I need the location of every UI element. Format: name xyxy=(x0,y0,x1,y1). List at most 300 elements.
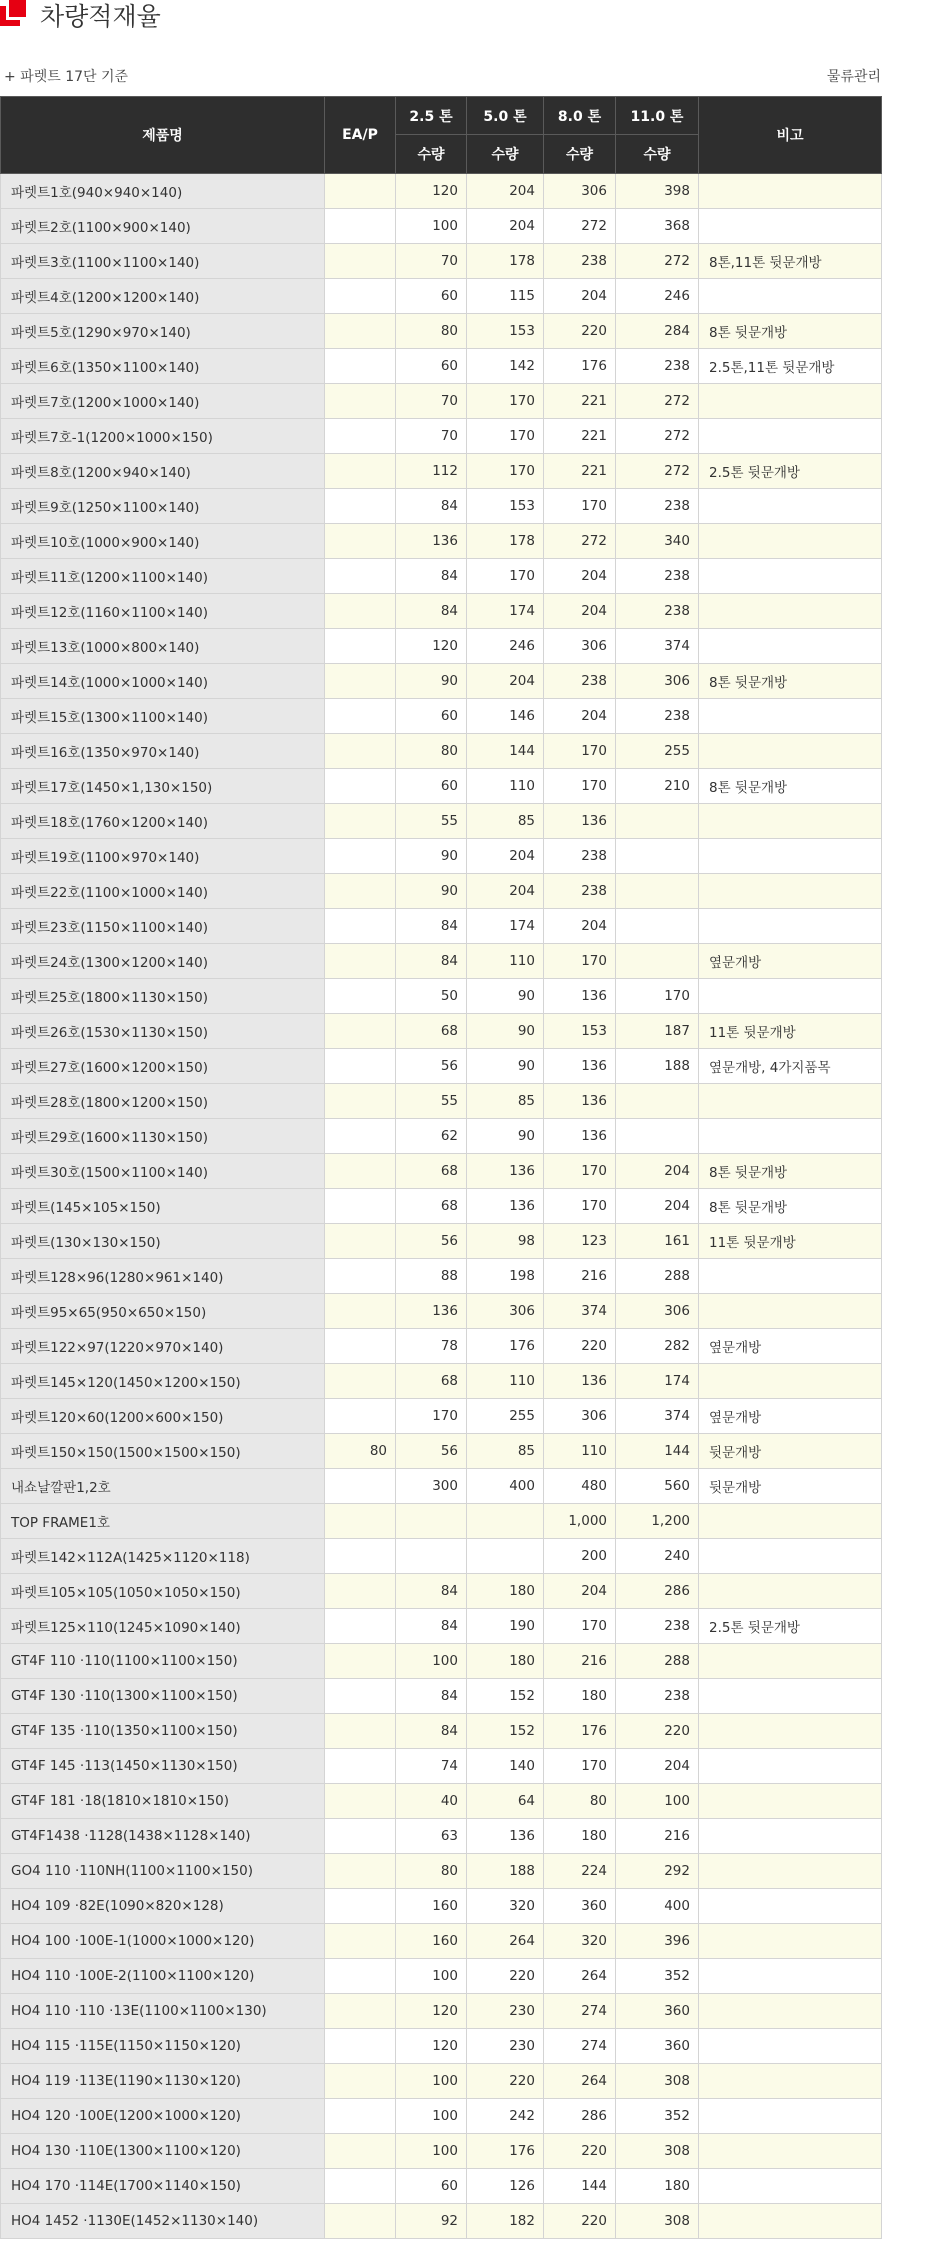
qty-5-0-ton-cell: 170 xyxy=(467,384,544,419)
remarks-cell xyxy=(699,1364,882,1399)
qty-2-5-ton-cell: 56 xyxy=(396,1049,467,1084)
qty-8-0-ton-cell: 220 xyxy=(544,2134,616,2169)
qty-2-5-ton-cell: 60 xyxy=(396,769,467,804)
header-qty: 수량 xyxy=(396,135,467,174)
product-name-cell: 파렛트23호(1150×1100×140) xyxy=(1,909,325,944)
table-row xyxy=(1,2169,882,2204)
product-name-cell: GT4F 130 ·110(1300×1100×150) xyxy=(1,1679,325,1714)
qty-8-0-ton-cell: 176 xyxy=(544,1714,616,1749)
qty-5-0-ton-cell: 204 xyxy=(467,209,544,244)
qty-8-0-ton-cell: 238 xyxy=(544,874,616,909)
remarks-cell xyxy=(699,489,882,524)
ea-cell xyxy=(325,2169,396,2204)
remarks-cell xyxy=(699,384,882,419)
qty-8-0-ton-cell: 200 xyxy=(544,1539,616,1574)
qty-11-0-ton-cell: 360 xyxy=(616,1994,699,2029)
table-row xyxy=(1,1609,882,1644)
qty-11-0-ton-cell: 161 xyxy=(616,1224,699,1259)
qty-11-0-ton-cell: 368 xyxy=(616,209,699,244)
qty-5-0-ton-cell: 204 xyxy=(467,874,544,909)
table-row xyxy=(1,2134,882,2169)
product-name-cell: 파렛트145×120(1450×1200×150) xyxy=(1,1364,325,1399)
table-row xyxy=(1,1364,882,1399)
qty-2-5-ton-cell: 70 xyxy=(396,419,467,454)
ea-cell xyxy=(325,2134,396,2169)
qty-2-5-ton-cell: 56 xyxy=(396,1434,467,1469)
qty-2-5-ton-cell: 100 xyxy=(396,1644,467,1679)
qty-11-0-ton-cell: 238 xyxy=(616,699,699,734)
remarks-cell xyxy=(699,594,882,629)
qty-2-5-ton-cell: 100 xyxy=(396,209,467,244)
qty-8-0-ton-cell: 204 xyxy=(544,1574,616,1609)
qty-8-0-ton-cell: 170 xyxy=(544,734,616,769)
qty-2-5-ton-cell: 74 xyxy=(396,1749,467,1784)
qty-11-0-ton-cell: 220 xyxy=(616,1714,699,1749)
qty-5-0-ton-cell: 264 xyxy=(467,1924,544,1959)
qty-11-0-ton-cell: 272 xyxy=(616,384,699,419)
header-5-0-ton: 5.0 톤 xyxy=(467,97,544,135)
product-name-cell: GT4F 181 ·18(1810×1810×150) xyxy=(1,1784,325,1819)
qty-11-0-ton-cell: 308 xyxy=(616,2204,699,2239)
product-name-cell: 파렛트128×96(1280×961×140) xyxy=(1,1259,325,1294)
product-name-cell: 파렛트12호(1160×1100×140) xyxy=(1,594,325,629)
qty-2-5-ton-cell: 70 xyxy=(396,244,467,279)
qty-11-0-ton-cell: 308 xyxy=(616,2064,699,2099)
qty-11-0-ton-cell: 210 xyxy=(616,769,699,804)
product-name-cell: 파렛트28호(1800×1200×150) xyxy=(1,1084,325,1119)
remarks-cell xyxy=(699,174,882,209)
ea-cell xyxy=(325,699,396,734)
qty-11-0-ton-cell: 396 xyxy=(616,1924,699,1959)
table-row xyxy=(1,629,882,664)
remarks-cell: 옆문개방 xyxy=(699,944,882,979)
header-qty: 수량 xyxy=(616,135,699,174)
qty-11-0-ton-cell: 288 xyxy=(616,1259,699,1294)
remarks-cell xyxy=(699,1714,882,1749)
qty-2-5-ton-cell: 84 xyxy=(396,594,467,629)
qty-5-0-ton-cell: 178 xyxy=(467,244,544,279)
remarks-cell: 뒷문개방 xyxy=(699,1434,882,1469)
product-name-cell: 파렛트29호(1600×1130×150) xyxy=(1,1119,325,1154)
table-row xyxy=(1,244,882,279)
qty-8-0-ton-cell: 204 xyxy=(544,559,616,594)
qty-5-0-ton-cell: 188 xyxy=(467,1854,544,1889)
qty-5-0-ton-cell: 198 xyxy=(467,1259,544,1294)
remarks-cell xyxy=(699,1749,882,1784)
qty-8-0-ton-cell: 224 xyxy=(544,1854,616,1889)
qty-2-5-ton-cell: 68 xyxy=(396,1154,467,1189)
remarks-cell xyxy=(699,1854,882,1889)
qty-8-0-ton-cell: 204 xyxy=(544,699,616,734)
qty-11-0-ton-cell: 187 xyxy=(616,1014,699,1049)
product-name-cell: 파렛트1호(940×940×140) xyxy=(1,174,325,209)
product-name-cell: 파렛트27호(1600×1200×150) xyxy=(1,1049,325,1084)
department-label: 물류관리 xyxy=(826,69,881,85)
table-row xyxy=(1,1119,882,1154)
ea-cell xyxy=(325,874,396,909)
qty-11-0-ton-cell xyxy=(616,1084,699,1119)
qty-11-0-ton-cell: 100 xyxy=(616,1784,699,1819)
table-row xyxy=(1,699,882,734)
header-8-0-ton: 8.0 톤 xyxy=(544,97,616,135)
qty-2-5-ton-cell: 120 xyxy=(396,2029,467,2064)
qty-11-0-ton-cell: 374 xyxy=(616,629,699,664)
ea-cell xyxy=(325,2204,396,2239)
qty-5-0-ton-cell: 204 xyxy=(467,664,544,699)
qty-5-0-ton-cell: 242 xyxy=(467,2099,544,2134)
qty-2-5-ton-cell: 170 xyxy=(396,1399,467,1434)
qty-8-0-ton-cell: 204 xyxy=(544,279,616,314)
qty-5-0-ton-cell: 115 xyxy=(467,279,544,314)
ea-cell xyxy=(325,454,396,489)
qty-8-0-ton-cell: 221 xyxy=(544,384,616,419)
header-ea-per-pallet: EA/P xyxy=(325,97,396,174)
product-name-cell: 파렛트(130×130×150) xyxy=(1,1224,325,1259)
ea-cell xyxy=(325,664,396,699)
table-row xyxy=(1,839,882,874)
product-name-cell: 파렛트150×150(1500×1500×150) xyxy=(1,1434,325,1469)
remarks-cell xyxy=(699,1119,882,1154)
qty-2-5-ton-cell: 60 xyxy=(396,279,467,314)
table-row xyxy=(1,1994,882,2029)
qty-8-0-ton-cell: 153 xyxy=(544,1014,616,1049)
header-11-0-ton: 11.0 톤 xyxy=(616,97,699,135)
title-square-icon xyxy=(0,0,26,26)
ea-cell xyxy=(325,349,396,384)
ea-cell xyxy=(325,1084,396,1119)
remarks-cell xyxy=(699,804,882,839)
qty-11-0-ton-cell xyxy=(616,1119,699,1154)
qty-11-0-ton-cell: 216 xyxy=(616,1819,699,1854)
remarks-cell xyxy=(699,2029,882,2064)
qty-11-0-ton-cell: 238 xyxy=(616,1609,699,1644)
ea-cell xyxy=(325,1679,396,1714)
remarks-cell xyxy=(699,2134,882,2169)
ea-cell xyxy=(325,1924,396,1959)
remarks-cell xyxy=(699,559,882,594)
header-2-5-ton: 2.5 톤 xyxy=(396,97,467,135)
qty-5-0-ton-cell: 136 xyxy=(467,1154,544,1189)
product-name-cell: HO4 1452 ·1130E(1452×1130×140) xyxy=(1,2204,325,2239)
qty-5-0-ton-cell: 176 xyxy=(467,2134,544,2169)
table-row xyxy=(1,1399,882,1434)
qty-2-5-ton-cell: 84 xyxy=(396,1609,467,1644)
table-row xyxy=(1,1259,882,1294)
qty-11-0-ton-cell: 306 xyxy=(616,1294,699,1329)
table-row xyxy=(1,314,882,349)
qty-11-0-ton-cell: 272 xyxy=(616,454,699,489)
qty-8-0-ton-cell: 238 xyxy=(544,664,616,699)
product-name-cell: GO4 110 ·110NH(1100×1100×150) xyxy=(1,1854,325,1889)
ea-cell xyxy=(325,1119,396,1154)
table-row xyxy=(1,1714,882,1749)
qty-2-5-ton-cell: 50 xyxy=(396,979,467,1014)
table-row xyxy=(1,349,882,384)
qty-8-0-ton-cell: 220 xyxy=(544,1329,616,1364)
qty-8-0-ton-cell: 136 xyxy=(544,1084,616,1119)
table-row xyxy=(1,1959,882,1994)
remarks-cell xyxy=(699,1644,882,1679)
qty-5-0-ton-cell: 152 xyxy=(467,1714,544,1749)
qty-11-0-ton-cell: 240 xyxy=(616,1539,699,1574)
qty-8-0-ton-cell: 110 xyxy=(544,1434,616,1469)
ea-cell xyxy=(325,2064,396,2099)
qty-2-5-ton-cell: 68 xyxy=(396,1364,467,1399)
qty-5-0-ton-cell: 174 xyxy=(467,909,544,944)
qty-11-0-ton-cell: 204 xyxy=(616,1154,699,1189)
table-row xyxy=(1,1504,882,1539)
qty-8-0-ton-cell: 136 xyxy=(544,979,616,1014)
qty-2-5-ton-cell: 63 xyxy=(396,1819,467,1854)
qty-2-5-ton-cell: 100 xyxy=(396,2099,467,2134)
table-row xyxy=(1,2204,882,2239)
remarks-cell xyxy=(699,1819,882,1854)
header-qty: 수량 xyxy=(544,135,616,174)
product-name-cell: 파렛트10호(1000×900×140) xyxy=(1,524,325,559)
qty-2-5-ton-cell: 78 xyxy=(396,1329,467,1364)
ea-cell xyxy=(325,1189,396,1224)
remarks-cell: 뒷문개방 xyxy=(699,1469,882,1504)
table-row xyxy=(1,384,882,419)
ea-cell xyxy=(325,489,396,524)
remarks-cell xyxy=(699,1924,882,1959)
remarks-cell xyxy=(699,839,882,874)
qty-8-0-ton-cell: 220 xyxy=(544,314,616,349)
product-name-cell: 파렛트7호(1200×1000×140) xyxy=(1,384,325,419)
qty-5-0-ton-cell: 400 xyxy=(467,1469,544,1504)
qty-5-0-ton-cell: 90 xyxy=(467,979,544,1014)
qty-2-5-ton-cell: 120 xyxy=(396,629,467,664)
ea-cell xyxy=(325,1329,396,1364)
qty-2-5-ton-cell xyxy=(396,1539,467,1574)
table-row xyxy=(1,1819,882,1854)
ea-cell xyxy=(325,1154,396,1189)
qty-8-0-ton-cell: 204 xyxy=(544,909,616,944)
qty-11-0-ton-cell: 272 xyxy=(616,244,699,279)
qty-2-5-ton-cell: 100 xyxy=(396,2134,467,2169)
remarks-cell xyxy=(699,279,882,314)
remarks-cell xyxy=(699,1259,882,1294)
qty-8-0-ton-cell: 360 xyxy=(544,1889,616,1924)
header-product-name: 제품명 xyxy=(1,97,325,174)
ea-cell xyxy=(325,559,396,594)
table-row xyxy=(1,1154,882,1189)
ea-cell xyxy=(325,1854,396,1889)
qty-5-0-ton-cell: 85 xyxy=(467,1434,544,1469)
ea-cell xyxy=(325,629,396,664)
qty-5-0-ton-cell: 178 xyxy=(467,524,544,559)
product-name-cell: 파렛트15호(1300×1100×140) xyxy=(1,699,325,734)
qty-11-0-ton-cell: 1,200 xyxy=(616,1504,699,1539)
product-name-cell: GT4F1438 ·1128(1438×1128×140) xyxy=(1,1819,325,1854)
qty-11-0-ton-cell xyxy=(616,909,699,944)
qty-8-0-ton-cell: 176 xyxy=(544,349,616,384)
remarks-cell: 8톤 뒷문개방 xyxy=(699,314,882,349)
qty-5-0-ton-cell: 85 xyxy=(467,1084,544,1119)
ea-cell xyxy=(325,1609,396,1644)
product-name-cell: 파렛트7호-1(1200×1000×150) xyxy=(1,419,325,454)
qty-5-0-ton-cell: 306 xyxy=(467,1294,544,1329)
qty-5-0-ton-cell: 180 xyxy=(467,1644,544,1679)
remarks-cell: 옆문개방 xyxy=(699,1399,882,1434)
product-name-cell: 파렛트22호(1100×1000×140) xyxy=(1,874,325,909)
ea-cell xyxy=(325,594,396,629)
product-name-cell: 파렛트9호(1250×1100×140) xyxy=(1,489,325,524)
ea-cell xyxy=(325,2029,396,2064)
page-header xyxy=(0,0,925,44)
remarks-cell: 옆문개방, 4가지품목 xyxy=(699,1049,882,1084)
ea-cell xyxy=(325,979,396,1014)
qty-8-0-ton-cell: 272 xyxy=(544,209,616,244)
qty-5-0-ton-cell: 90 xyxy=(467,1049,544,1084)
qty-11-0-ton-cell: 398 xyxy=(616,174,699,209)
product-name-cell: 파렛트4호(1200×1200×140) xyxy=(1,279,325,314)
ea-cell xyxy=(325,1644,396,1679)
qty-2-5-ton-cell: 136 xyxy=(396,524,467,559)
qty-5-0-ton-cell: 230 xyxy=(467,2029,544,2064)
table-row xyxy=(1,1784,882,1819)
qty-11-0-ton-cell: 286 xyxy=(616,1574,699,1609)
qty-11-0-ton-cell: 246 xyxy=(616,279,699,314)
qty-5-0-ton-cell: 170 xyxy=(467,559,544,594)
qty-2-5-ton-cell: 84 xyxy=(396,1574,467,1609)
qty-2-5-ton-cell: 90 xyxy=(396,839,467,874)
remarks-cell xyxy=(699,909,882,944)
remarks-cell xyxy=(699,1504,882,1539)
ea-cell xyxy=(325,734,396,769)
qty-5-0-ton-cell: 144 xyxy=(467,734,544,769)
product-name-cell: 파렛트3호(1100×1100×140) xyxy=(1,244,325,279)
table-row xyxy=(1,664,882,699)
product-name-cell: 파렛트17호(1450×1,130×150) xyxy=(1,769,325,804)
qty-11-0-ton-cell xyxy=(616,839,699,874)
product-name-cell: 파렛트30호(1500×1100×140) xyxy=(1,1154,325,1189)
header-remarks: 비고 xyxy=(699,97,882,174)
qty-8-0-ton-cell: 264 xyxy=(544,1959,616,1994)
qty-5-0-ton-cell xyxy=(467,1504,544,1539)
product-name-cell: 파렛트26호(1530×1130×150) xyxy=(1,1014,325,1049)
loading-rate-table xyxy=(0,96,882,2239)
product-name-cell: 파렛트18호(1760×1200×140) xyxy=(1,804,325,839)
product-name-cell: HO4 109 ·82E(1090×820×128) xyxy=(1,1889,325,1924)
table-row xyxy=(1,1294,882,1329)
qty-2-5-ton-cell: 112 xyxy=(396,454,467,489)
qty-2-5-ton-cell: 88 xyxy=(396,1259,467,1294)
qty-5-0-ton-cell: 136 xyxy=(467,1819,544,1854)
qty-5-0-ton-cell: 110 xyxy=(467,769,544,804)
table-row xyxy=(1,2029,882,2064)
qty-2-5-ton-cell: 160 xyxy=(396,1924,467,1959)
qty-11-0-ton-cell: 255 xyxy=(616,734,699,769)
qty-11-0-ton-cell: 352 xyxy=(616,2099,699,2134)
table-row xyxy=(1,804,882,839)
ea-cell xyxy=(325,314,396,349)
qty-2-5-ton-cell: 84 xyxy=(396,909,467,944)
remarks-cell: 8톤 뒷문개방 xyxy=(699,1189,882,1224)
table-row xyxy=(1,2064,882,2099)
qty-11-0-ton-cell: 238 xyxy=(616,1679,699,1714)
ea-cell xyxy=(325,2099,396,2134)
qty-5-0-ton-cell: 146 xyxy=(467,699,544,734)
table-row xyxy=(1,1679,882,1714)
product-name-cell: HO4 170 ·114E(1700×1140×150) xyxy=(1,2169,325,2204)
qty-2-5-ton-cell: 300 xyxy=(396,1469,467,1504)
ea-cell xyxy=(325,1294,396,1329)
product-name-cell: 파렛트24호(1300×1200×140) xyxy=(1,944,325,979)
product-name-cell: 내쇼날깔판1,2호 xyxy=(1,1469,325,1504)
qty-11-0-ton-cell: 306 xyxy=(616,664,699,699)
qty-11-0-ton-cell xyxy=(616,804,699,839)
product-name-cell: 파렛트13호(1000×800×140) xyxy=(1,629,325,664)
qty-11-0-ton-cell: 180 xyxy=(616,2169,699,2204)
qty-11-0-ton-cell: 374 xyxy=(616,1399,699,1434)
qty-2-5-ton-cell: 55 xyxy=(396,1084,467,1119)
qty-11-0-ton-cell xyxy=(616,944,699,979)
qty-11-0-ton-cell: 340 xyxy=(616,524,699,559)
qty-11-0-ton-cell xyxy=(616,874,699,909)
qty-11-0-ton-cell: 238 xyxy=(616,559,699,594)
ea-cell xyxy=(325,1889,396,1924)
remarks-cell: 2.5톤 뒷문개방 xyxy=(699,1609,882,1644)
remarks-cell xyxy=(699,1784,882,1819)
qty-11-0-ton-cell: 238 xyxy=(616,349,699,384)
qty-11-0-ton-cell: 560 xyxy=(616,1469,699,1504)
remarks-cell xyxy=(699,1889,882,1924)
ea-cell xyxy=(325,1994,396,2029)
table-row xyxy=(1,944,882,979)
qty-8-0-ton-cell: 306 xyxy=(544,629,616,664)
remarks-cell xyxy=(699,1539,882,1574)
qty-5-0-ton-cell: 220 xyxy=(467,1959,544,1994)
qty-8-0-ton-cell: 136 xyxy=(544,1364,616,1399)
qty-5-0-ton-cell: 182 xyxy=(467,2204,544,2239)
table-row xyxy=(1,1084,882,1119)
table-row xyxy=(1,1854,882,1889)
remarks-cell xyxy=(699,699,882,734)
qty-5-0-ton-cell: 142 xyxy=(467,349,544,384)
qty-2-5-ton-cell: 84 xyxy=(396,944,467,979)
qty-2-5-ton-cell: 56 xyxy=(396,1224,467,1259)
qty-8-0-ton-cell: 264 xyxy=(544,2064,616,2099)
remarks-cell xyxy=(699,1084,882,1119)
qty-5-0-ton-cell: 153 xyxy=(467,314,544,349)
standard-note: + 파렛트 17단 기준 xyxy=(4,69,129,85)
qty-8-0-ton-cell: 204 xyxy=(544,594,616,629)
qty-8-0-ton-cell: 216 xyxy=(544,1644,616,1679)
qty-5-0-ton-cell: 220 xyxy=(467,2064,544,2099)
table-row xyxy=(1,1749,882,1784)
remarks-cell xyxy=(699,1574,882,1609)
ea-cell xyxy=(325,1539,396,1574)
qty-11-0-ton-cell: 144 xyxy=(616,1434,699,1469)
qty-5-0-ton-cell: 64 xyxy=(467,1784,544,1819)
table-row xyxy=(1,559,882,594)
product-name-cell: 파렛트122×97(1220×970×140) xyxy=(1,1329,325,1364)
qty-8-0-ton-cell: 80 xyxy=(544,1784,616,1819)
table-row xyxy=(1,874,882,909)
qty-8-0-ton-cell: 274 xyxy=(544,2029,616,2064)
remarks-cell xyxy=(699,2169,882,2204)
table-row xyxy=(1,909,882,944)
qty-8-0-ton-cell: 170 xyxy=(544,1749,616,1784)
qty-8-0-ton-cell: 286 xyxy=(544,2099,616,2134)
qty-5-0-ton-cell: 85 xyxy=(467,804,544,839)
table-row xyxy=(1,489,882,524)
qty-2-5-ton-cell: 55 xyxy=(396,804,467,839)
product-name-cell: GT4F 135 ·110(1350×1100×150) xyxy=(1,1714,325,1749)
product-name-cell: 파렛트11호(1200×1100×140) xyxy=(1,559,325,594)
remarks-cell xyxy=(699,979,882,1014)
